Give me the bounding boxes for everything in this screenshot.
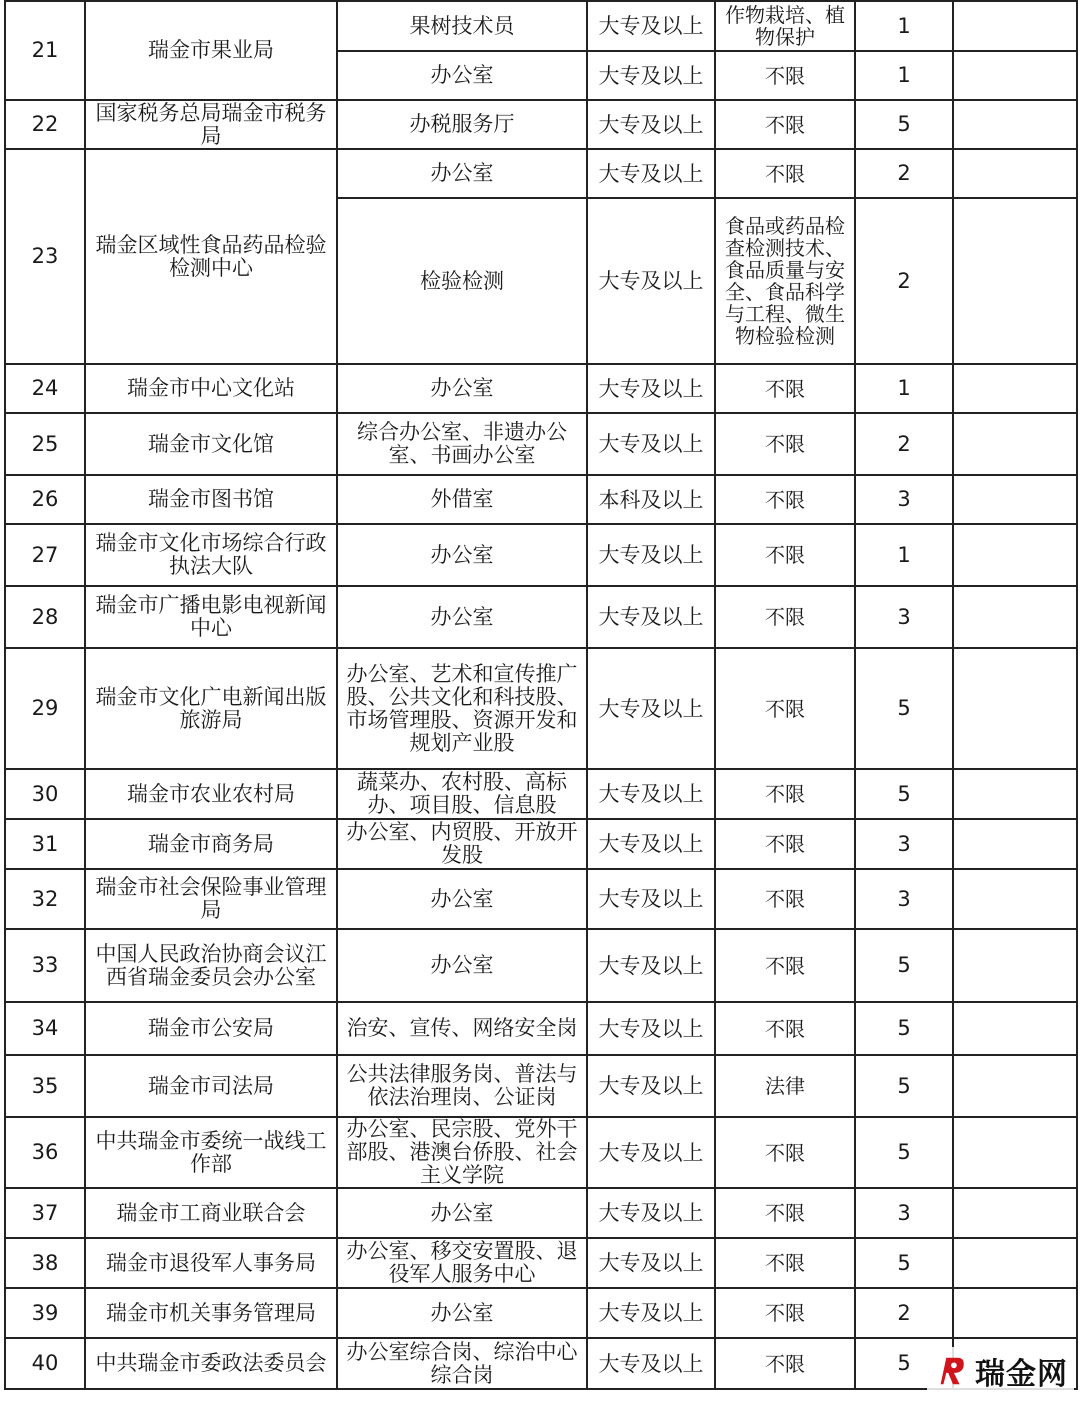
blank-cell — [953, 413, 1077, 475]
blank-cell — [953, 475, 1077, 524]
post-count: 1 — [855, 1, 953, 51]
table-row — [5, 475, 1077, 524]
blank-cell — [953, 149, 1077, 198]
post-department: 办公室 — [337, 364, 587, 413]
unit-name: 瑞金市文化广电新闻出版旅游局 — [85, 648, 337, 769]
row-number: 26 — [5, 475, 85, 524]
post-count: 3 — [855, 819, 953, 869]
post-count: 1 — [855, 364, 953, 413]
row-number: 35 — [5, 1055, 85, 1117]
ruijin-logo-icon — [933, 1352, 971, 1390]
row-number: 29 — [5, 648, 85, 769]
row-number: 21 — [5, 1, 85, 100]
row-number: 31 — [5, 819, 85, 869]
major-requirement: 不限 — [715, 869, 855, 929]
post-count: 3 — [855, 869, 953, 929]
table-row — [5, 1055, 1077, 1117]
blank-cell — [953, 364, 1077, 413]
table-row — [5, 1188, 1077, 1238]
post-count: 5 — [855, 1117, 953, 1188]
post-count: 3 — [855, 475, 953, 524]
unit-name: 瑞金市商务局 — [85, 819, 337, 869]
post-department: 办公室 — [337, 929, 587, 1002]
row-number: 28 — [5, 586, 85, 648]
watermark-text: 瑞金网 — [975, 1357, 1068, 1392]
education-requirement: 大专及以上 — [587, 100, 715, 149]
blank-cell — [953, 586, 1077, 648]
major-requirement: 作物栽培、植物保护 — [715, 1, 855, 51]
major-requirement: 不限 — [715, 648, 855, 769]
table-row — [5, 1338, 1077, 1389]
row-number: 27 — [5, 524, 85, 586]
post-count: 5 — [855, 1238, 953, 1288]
education-requirement: 大专及以上 — [587, 1117, 715, 1188]
major-requirement: 法律 — [715, 1055, 855, 1117]
major-requirement: 不限 — [715, 586, 855, 648]
table-row — [5, 769, 1077, 819]
blank-cell — [953, 869, 1077, 929]
post-count: 2 — [855, 149, 953, 198]
row-number: 37 — [5, 1188, 85, 1238]
table-row — [5, 100, 1077, 149]
post-department: 综合办公室、非遗办公室、书画办公室 — [337, 413, 587, 475]
blank-cell — [953, 1238, 1077, 1288]
education-requirement: 大专及以上 — [587, 1, 715, 51]
recruitment-table — [4, 0, 1078, 1390]
post-department: 办公室 — [337, 586, 587, 648]
education-requirement: 大专及以上 — [587, 1188, 715, 1238]
blank-cell — [953, 1002, 1077, 1055]
unit-name: 瑞金市社会保险事业管理局 — [85, 869, 337, 929]
blank-cell — [953, 1117, 1077, 1188]
table-row — [5, 586, 1077, 648]
post-department: 办公室 — [337, 524, 587, 586]
education-requirement: 大专及以上 — [587, 524, 715, 586]
post-count: 5 — [855, 648, 953, 769]
table-row — [5, 1117, 1077, 1188]
blank-cell — [953, 524, 1077, 586]
blank-cell — [953, 1188, 1077, 1238]
education-requirement: 本科及以上 — [587, 475, 715, 524]
major-requirement: 不限 — [715, 413, 855, 475]
education-requirement: 大专及以上 — [587, 586, 715, 648]
unit-name: 瑞金市文化市场综合行政执法大队 — [85, 524, 337, 586]
unit-name: 国家税务总局瑞金市税务局 — [85, 100, 337, 149]
post-count: 5 — [855, 1338, 953, 1389]
unit-name: 瑞金市司法局 — [85, 1055, 337, 1117]
unit-name: 瑞金市中心文化站 — [85, 364, 337, 413]
unit-name: 瑞金市广播电影电视新闻中心 — [85, 586, 337, 648]
education-requirement: 大专及以上 — [587, 51, 715, 100]
table-row — [5, 1002, 1077, 1055]
table-row — [5, 413, 1077, 475]
unit-name: 瑞金市农业农村局 — [85, 769, 337, 819]
education-requirement: 大专及以上 — [587, 1288, 715, 1338]
row-number: 32 — [5, 869, 85, 929]
major-requirement: 不限 — [715, 1002, 855, 1055]
row-number: 34 — [5, 1002, 85, 1055]
major-requirement: 不限 — [715, 929, 855, 1002]
post-department: 检验检测 — [337, 198, 587, 364]
post-department: 办公室、内贸股、开放开发股 — [337, 819, 587, 869]
blank-cell — [953, 648, 1077, 769]
blank-cell — [953, 100, 1077, 149]
unit-name: 中国人民政治协商会议江西省瑞金委员会办公室 — [85, 929, 337, 1002]
post-department: 蔬菜办、农村股、高标办、项目股、信息股 — [337, 769, 587, 819]
post-department: 办公室、艺术和宣传推广股、公共文化和科技股、市场管理股、资源开发和规划产业股 — [337, 648, 587, 769]
table-row — [5, 1, 1077, 51]
post-count: 5 — [855, 769, 953, 819]
education-requirement: 大专及以上 — [587, 1002, 715, 1055]
post-count: 5 — [855, 1055, 953, 1117]
unit-name: 中共瑞金市委统一战线工作部 — [85, 1117, 337, 1188]
major-requirement: 不限 — [715, 149, 855, 198]
education-requirement: 大专及以上 — [587, 1338, 715, 1389]
unit-name: 瑞金市公安局 — [85, 1002, 337, 1055]
post-count: 2 — [855, 1288, 953, 1338]
table-row — [5, 648, 1077, 769]
row-number: 24 — [5, 364, 85, 413]
education-requirement: 大专及以上 — [587, 648, 715, 769]
post-count: 5 — [855, 1002, 953, 1055]
table-row — [5, 149, 1077, 198]
major-requirement: 不限 — [715, 1117, 855, 1188]
row-number: 36 — [5, 1117, 85, 1188]
post-department: 办公室 — [337, 1188, 587, 1238]
major-requirement: 不限 — [715, 1288, 855, 1338]
major-requirement: 不限 — [715, 819, 855, 869]
education-requirement: 大专及以上 — [587, 819, 715, 869]
education-requirement: 大专及以上 — [587, 413, 715, 475]
table-row — [5, 1288, 1077, 1338]
education-requirement: 大专及以上 — [587, 149, 715, 198]
post-department: 公共法律服务岗、普法与依法治理岗、公证岗 — [337, 1055, 587, 1117]
table-row — [5, 929, 1077, 1002]
post-department: 办公室 — [337, 51, 587, 100]
education-requirement: 大专及以上 — [587, 1055, 715, 1117]
row-number: 33 — [5, 929, 85, 1002]
blank-cell — [953, 929, 1077, 1002]
unit-name: 瑞金市工商业联合会 — [85, 1188, 337, 1238]
post-department: 办公室 — [337, 869, 587, 929]
education-requirement: 大专及以上 — [587, 198, 715, 364]
blank-cell — [953, 1, 1077, 51]
post-count: 5 — [855, 100, 953, 149]
table-body — [5, 1, 1077, 1389]
row-number: 30 — [5, 769, 85, 819]
watermark — [927, 1347, 1074, 1395]
post-department: 办公室 — [337, 1288, 587, 1338]
row-number: 25 — [5, 413, 85, 475]
major-requirement: 不限 — [715, 1188, 855, 1238]
post-department: 办公室、民宗股、党外干部股、港澳台侨股、社会主义学院 — [337, 1117, 587, 1188]
unit-name: 瑞金区域性食品药品检验检测中心 — [85, 149, 337, 364]
blank-cell — [953, 819, 1077, 869]
blank-cell — [953, 1288, 1077, 1338]
table-row — [5, 524, 1077, 586]
education-requirement: 大专及以上 — [587, 364, 715, 413]
blank-cell — [953, 1055, 1077, 1117]
post-count: 1 — [855, 51, 953, 100]
table-row — [5, 869, 1077, 929]
row-number: 22 — [5, 100, 85, 149]
blank-cell — [953, 769, 1077, 819]
major-requirement: 不限 — [715, 100, 855, 149]
major-requirement: 不限 — [715, 524, 855, 586]
unit-name: 瑞金市图书馆 — [85, 475, 337, 524]
table-row — [5, 364, 1077, 413]
major-requirement: 不限 — [715, 364, 855, 413]
post-department: 办公室综合岗、综治中心综合岗 — [337, 1338, 587, 1389]
blank-cell — [953, 51, 1077, 100]
post-count: 5 — [855, 929, 953, 1002]
post-department: 果树技术员 — [337, 1, 587, 51]
education-requirement: 大专及以上 — [587, 769, 715, 819]
post-count: 3 — [855, 1188, 953, 1238]
post-count: 2 — [855, 413, 953, 475]
post-department: 外借室 — [337, 475, 587, 524]
major-requirement: 不限 — [715, 51, 855, 100]
post-department: 治安、宣传、网络安全岗 — [337, 1002, 587, 1055]
blank-cell — [953, 198, 1077, 364]
unit-name: 瑞金市果业局 — [85, 1, 337, 100]
post-department: 办公室 — [337, 149, 587, 198]
education-requirement: 大专及以上 — [587, 869, 715, 929]
row-number: 23 — [5, 149, 85, 364]
post-count: 2 — [855, 198, 953, 364]
education-requirement: 大专及以上 — [587, 1238, 715, 1288]
major-requirement: 食品或药品检查检测技术、食品质量与安全、食品科学与工程、微生物检验检测 — [715, 198, 855, 364]
unit-name: 瑞金市机关事务管理局 — [85, 1288, 337, 1338]
major-requirement: 不限 — [715, 1238, 855, 1288]
row-number: 38 — [5, 1238, 85, 1288]
major-requirement: 不限 — [715, 1338, 855, 1389]
post-department: 办税服务厅 — [337, 100, 587, 149]
unit-name: 中共瑞金市委政法委员会 — [85, 1338, 337, 1389]
row-number: 40 — [5, 1338, 85, 1389]
major-requirement: 不限 — [715, 769, 855, 819]
major-requirement: 不限 — [715, 475, 855, 524]
education-requirement: 大专及以上 — [587, 929, 715, 1002]
table-row — [5, 819, 1077, 869]
post-count: 3 — [855, 586, 953, 648]
row-number: 39 — [5, 1288, 85, 1338]
unit-name: 瑞金市文化馆 — [85, 413, 337, 475]
post-department: 办公室、移交安置股、退役军人服务中心 — [337, 1238, 587, 1288]
table-row — [5, 1238, 1077, 1288]
unit-name: 瑞金市退役军人事务局 — [85, 1238, 337, 1288]
post-count: 1 — [855, 524, 953, 586]
